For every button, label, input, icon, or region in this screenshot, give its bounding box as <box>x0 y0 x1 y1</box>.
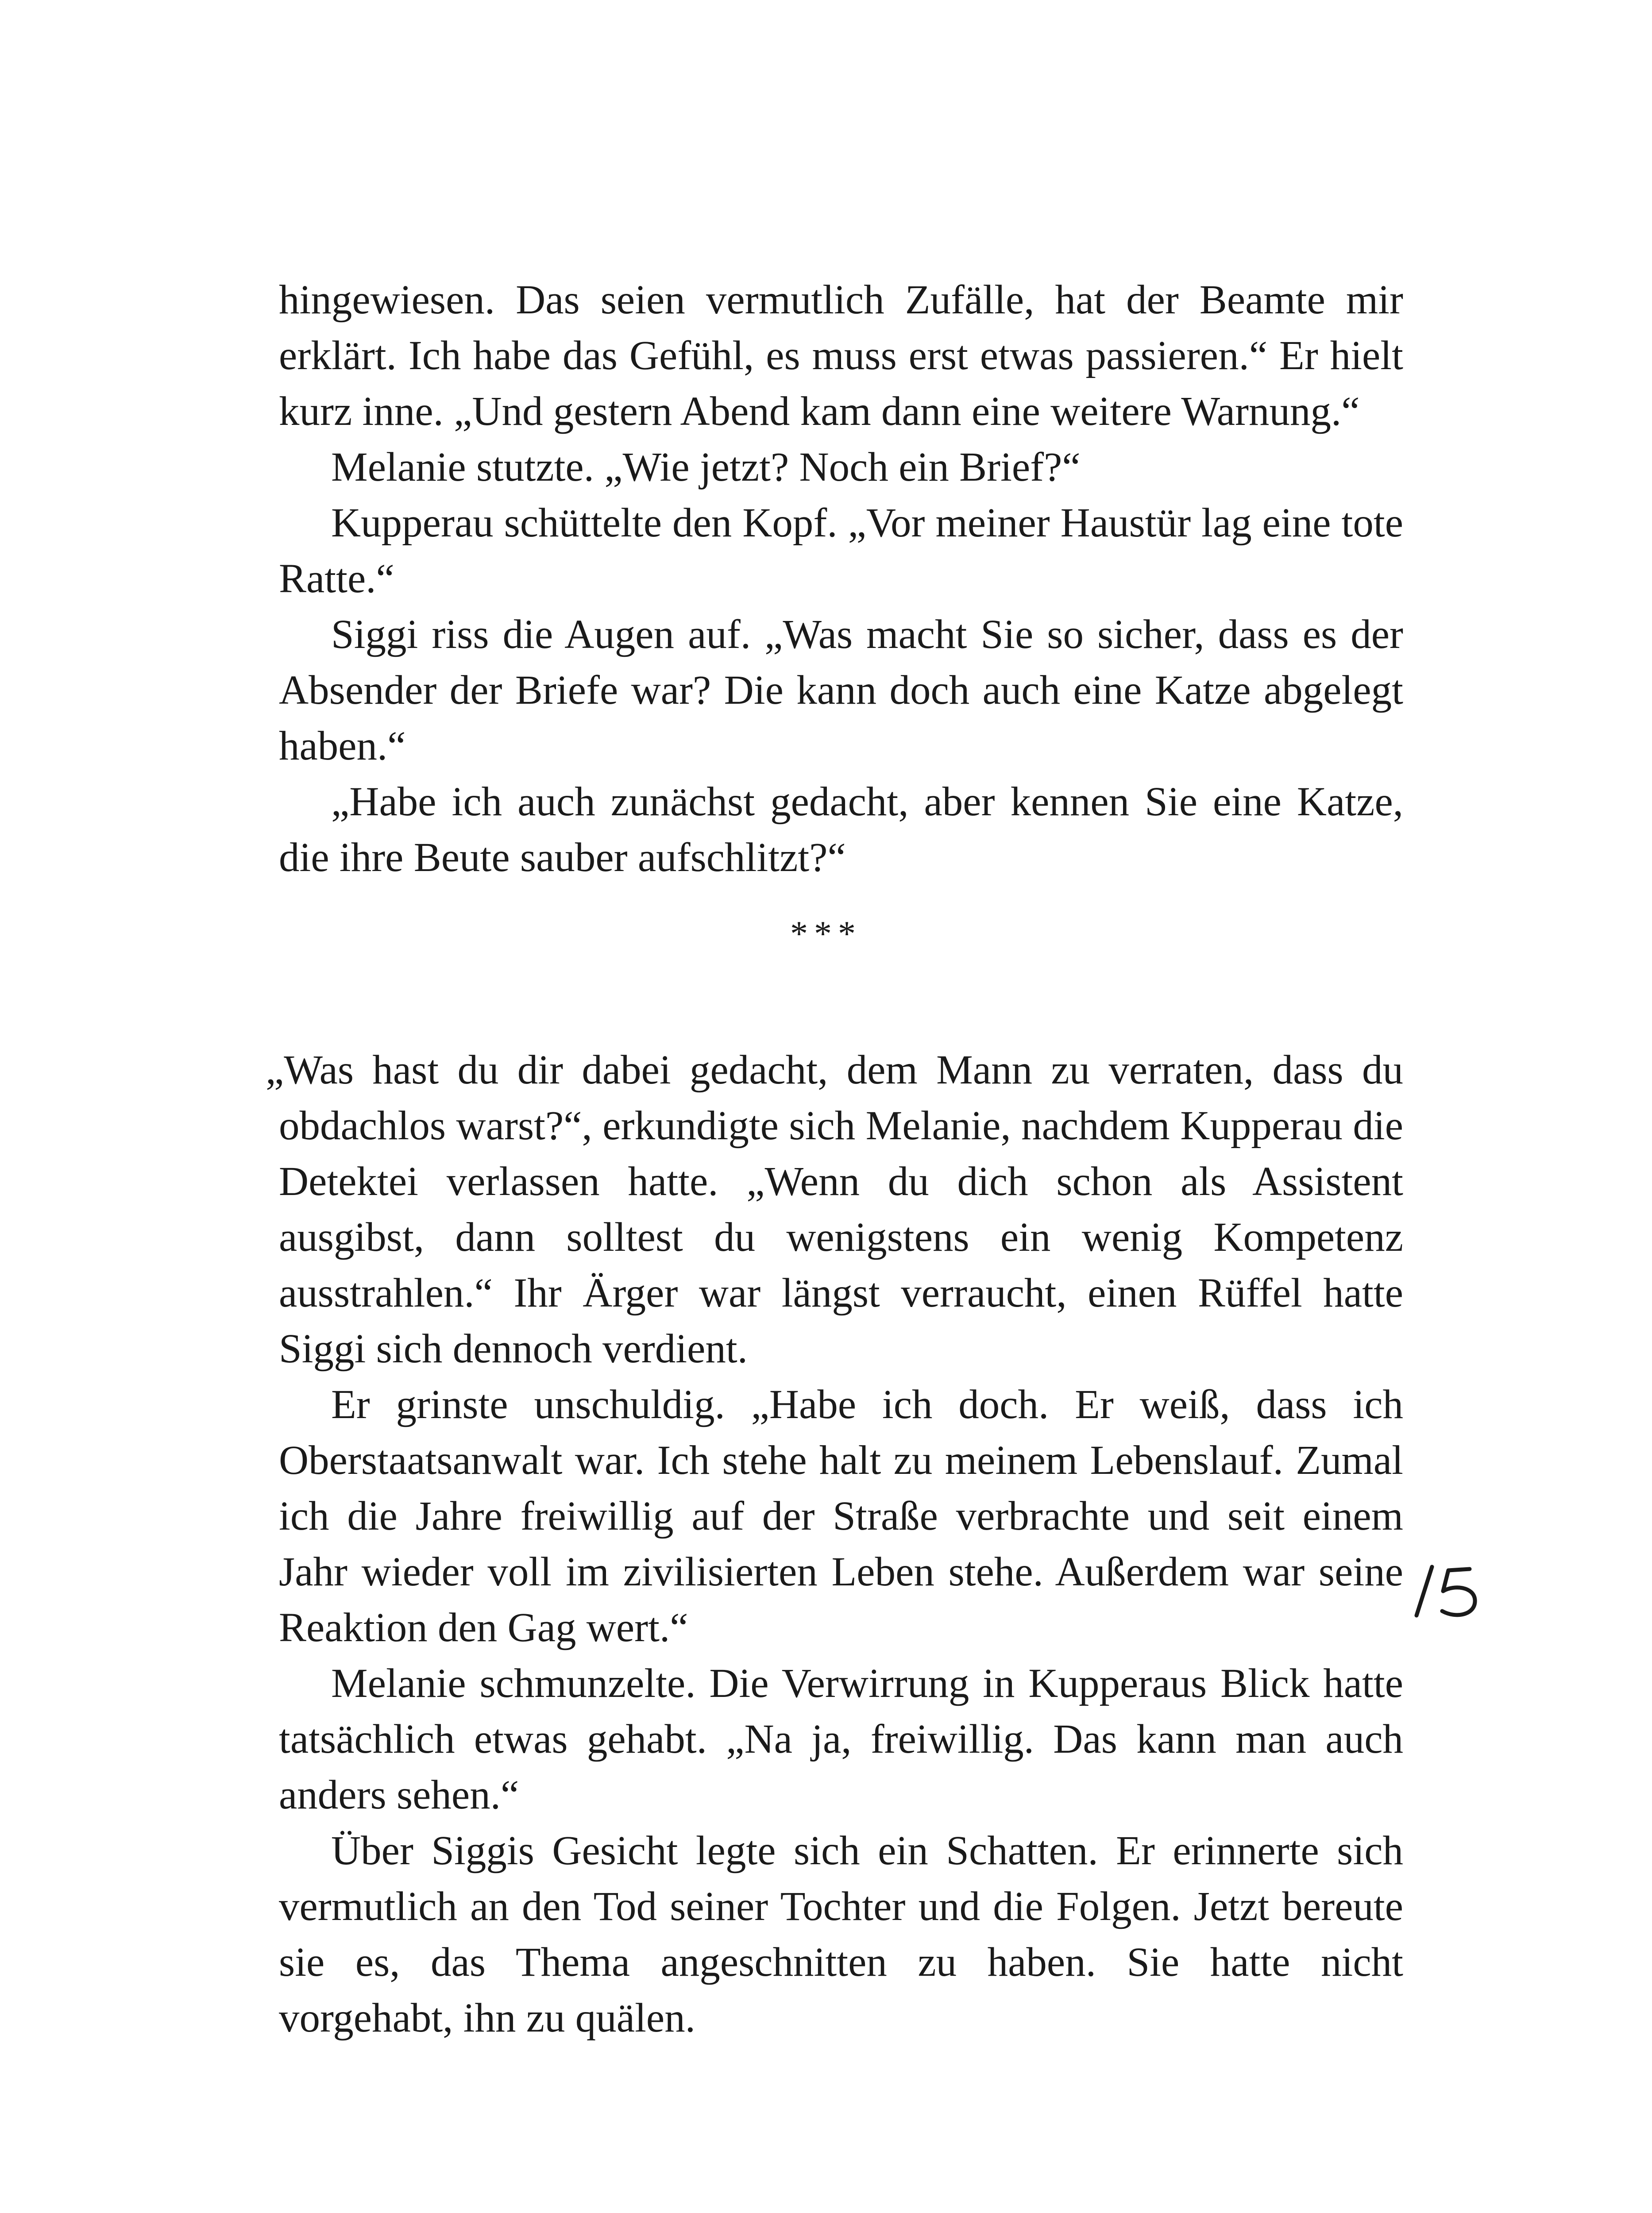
paragraph-5: „Habe ich auch zunächst gedacht, aber kennen Sie eine Katze, die ihre Beute sauber aufschlitzt?“ <box>279 779 1403 880</box>
section-separator: *** <box>790 914 862 953</box>
paragraph-8: Melanie schmunzelte. Die Verwirrung in Kupperaus Blick hatte tatsächlich etwas gehabt. „Na ja, freiwillig. Das kann man auch anders sehen.“ <box>279 1661 1403 1818</box>
page-number-handwritten <box>1399 1549 1487 1629</box>
page-number-digit-5 <box>1442 1569 1475 1615</box>
page-number-digit-1 <box>1417 1567 1432 1615</box>
paragraph-9: Über Siggis Gesicht legte sich ein Schatten. Er erinnerte sich vermutlich an den Tod seiner Tochter und die Folgen. Jetzt bereute sie es, das Thema angeschnitten zu haben. Sie hatte nicht vorgehabt, ihn zu quälen. <box>279 1828 1403 2041</box>
paragraph-3: Kupperau schüttelte den Kopf. „Vor meiner Haustür lag eine tote Ratte.“ <box>279 500 1403 601</box>
paragraph-7: Er grinste unschuldig. „Habe ich doch. Er weiß, dass ich Oberstaatsanwalt war. Ich stehe halt zu meinem Lebenslauf. Zumal ich die Jahre freiwillig auf der Straße verbrachte und seit einem Jahr wieder voll im zivilisierten Leben stehe. Außerdem war seine Reaktion den Gag wert.“ <box>279 1382 1403 1650</box>
paragraph-1: hingewiesen. Das seien vermutlich Zufälle, hat der Beamte mir erklärt. Ich habe das Gefühl, es muss erst etwas passieren.“ Er hielt kurz inne. „Und gestern Abend kam dann eine weitere Warnung.“ <box>279 277 1403 434</box>
text-section-1 <box>279 272 1403 886</box>
paragraph-4: Siggi riss die Augen auf. „Was macht Sie so sicher, dass es der Absender der Briefe war? Die kann doch auch eine Katze abgelegt haben.“ <box>279 612 1403 769</box>
paragraph-2: Melanie stutzte. „Wie jetzt? Noch ein Brief?“ <box>331 444 1081 490</box>
text-section-2 <box>266 1042 1403 2046</box>
paragraph-6: „Was hast du dir dabei gedacht, dem Mann zu verraten, dass du obdachlos warst?“, erkundigte sich Melanie, nachdem Kupperau die Detektei verlassen hatte. „Wenn du dich schon als Assistent ausgibst, dann solltest du wenigstens ein wenig Kompetenz ausstrahlen.“ Ihr Ärger war längst verraucht, einen Rüffel hatte Siggi sich dennoch verdient. <box>266 1047 1403 1372</box>
